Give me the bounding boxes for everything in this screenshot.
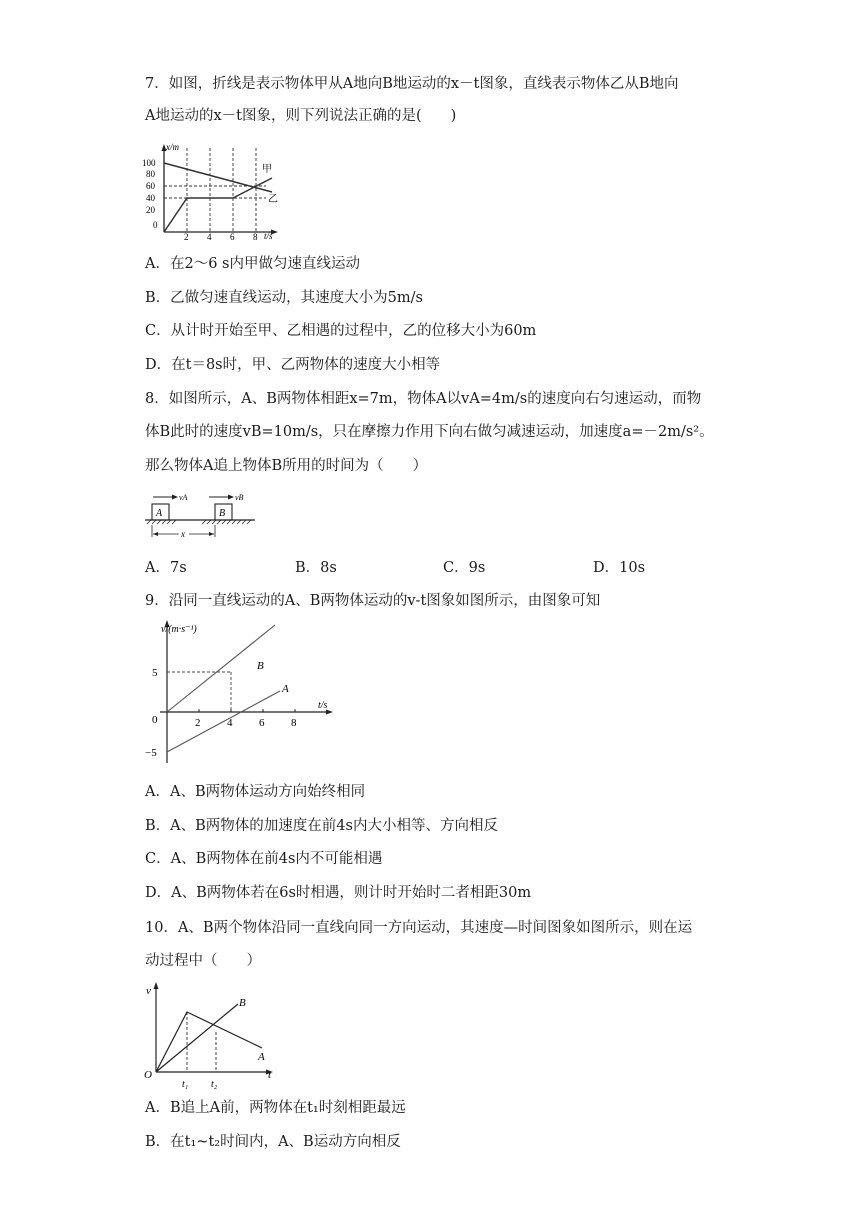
q8-stem-line3: 那么物体A追上物体B所用的时间为（ ） xyxy=(145,458,428,474)
q8-label-b: B xyxy=(219,508,226,519)
q9-x-tick: 2 xyxy=(195,717,201,729)
q7-option-a: A．在2～6 s内甲做匀速直线运动 xyxy=(145,256,360,272)
q7-y-tick: 80 xyxy=(146,169,155,179)
q8-label-vb: vB xyxy=(235,493,244,502)
q8-option-c: C．9s xyxy=(443,560,486,576)
q9-option-d: D．A、B两物体若在6s时相遇，则计时开始时二者相距30m xyxy=(145,885,532,901)
q9-label-b: B xyxy=(257,660,264,672)
q10-stem-line1: 10．A、B两个物体沿同一直线向同一方向运动，其速度—时间图象如图所示，则在运 xyxy=(145,920,693,936)
q9-x-tick: 6 xyxy=(259,717,265,729)
q10-option-b: B．在t₁~t₂时间内，A、B运动方向相反 xyxy=(145,1134,401,1150)
q10-stem-line2: 动过程中（ ） xyxy=(145,953,261,969)
q8-option-a: A．7s xyxy=(145,560,187,576)
q10-vt-graph xyxy=(140,980,290,1092)
q10-label-a: A xyxy=(258,1051,265,1063)
q7-x-axis-label: t/s xyxy=(264,231,273,240)
q7-y-tick: 0 xyxy=(153,220,158,230)
q9-option-c: C．A、B两物体在前4s内不可能相遇 xyxy=(145,851,383,867)
q9-vt-graph xyxy=(140,618,340,768)
q9-y-tick: −5 xyxy=(145,747,157,759)
q8-label-va: vA xyxy=(179,493,188,502)
q7-y-tick: 60 xyxy=(146,181,155,191)
q7-xt-graph xyxy=(140,140,290,240)
q8-label-a: A xyxy=(156,508,163,519)
q10-option-a: A．B追上A前，两物体在t₁时刻相距最远 xyxy=(145,1100,406,1116)
q8-blocks-figure xyxy=(145,489,275,543)
q8-label-x: x xyxy=(181,529,185,539)
q9-y-axis-label: v/(m·s⁻¹) xyxy=(161,624,197,635)
q7-label-yi: 乙 xyxy=(268,194,278,205)
q10-origin-label: O xyxy=(144,1069,152,1081)
q8-options-row xyxy=(145,558,705,578)
q8-stem-line1: 8．如图所示，A、B两物体相距x=7m，物体A以vA=4m/s的速度向右匀速运动，而物 xyxy=(145,391,702,407)
q9-label-a: A xyxy=(282,683,289,695)
q7-x-tick: 2 xyxy=(184,232,189,240)
q9-y-tick: 0 xyxy=(152,714,158,726)
q8-option-b: B．8s xyxy=(295,560,337,576)
q7-y-axis-label: x/m xyxy=(166,142,179,152)
q8-stem-line2: 体B此时的速度vB=10m/s，只在摩擦力作用下向右做匀减速运动，加速度a=－2m/s²。 xyxy=(145,424,714,440)
q7-label-jia: 甲 xyxy=(262,164,272,175)
q7-y-tick: 40 xyxy=(146,193,155,203)
q10-x-axis-label: t xyxy=(268,1069,272,1081)
q9-stem: 9．沿同一直线运动的A、B两物体运动的v-t图象如图所示，由图象可知 xyxy=(145,593,601,609)
q9-x-tick: 8 xyxy=(291,717,297,729)
q10-t2-label: t₂ xyxy=(211,1079,218,1090)
q7-option-b: B．乙做匀速直线运动，其速度大小为5m/s xyxy=(145,290,423,306)
q9-x-tick: 4 xyxy=(227,717,233,729)
q7-x-tick: 6 xyxy=(230,232,235,240)
q9-x-axis-label: t/s xyxy=(318,700,328,711)
q9-option-b: B．A、B两物体的加速度在前4s内大小相等、方向相反 xyxy=(145,818,498,834)
q8-option-d: D．10s xyxy=(593,560,646,576)
q7-x-tick: 8 xyxy=(253,232,258,240)
q7-y-tick: 20 xyxy=(146,205,155,215)
q7-stem-line2: A地运动的x－t图象，则下列说法正确的是( ) xyxy=(145,108,457,124)
q9-option-a: A．A、B两物体运动方向始终相同 xyxy=(145,784,366,800)
q7-option-c: C．从计时开始至甲、乙相遇的过程中，乙的位移大小为60m xyxy=(145,323,537,339)
q10-y-axis-label: v xyxy=(146,985,151,997)
q10-label-b: B xyxy=(239,997,246,1009)
q7-stem-line1: 7．如图，折线是表示物体甲从A地向B地运动的x－t图象，直线表示物体乙从B地向 xyxy=(145,76,679,92)
q10-t1-label: t₁ xyxy=(182,1079,189,1090)
q7-x-tick: 4 xyxy=(207,232,212,240)
q9-y-tick: 5 xyxy=(152,667,158,679)
q7-y-tick: 100 xyxy=(142,158,156,168)
q7-option-d: D．在t＝8s时，甲、乙两物体的速度大小相等 xyxy=(145,357,441,373)
